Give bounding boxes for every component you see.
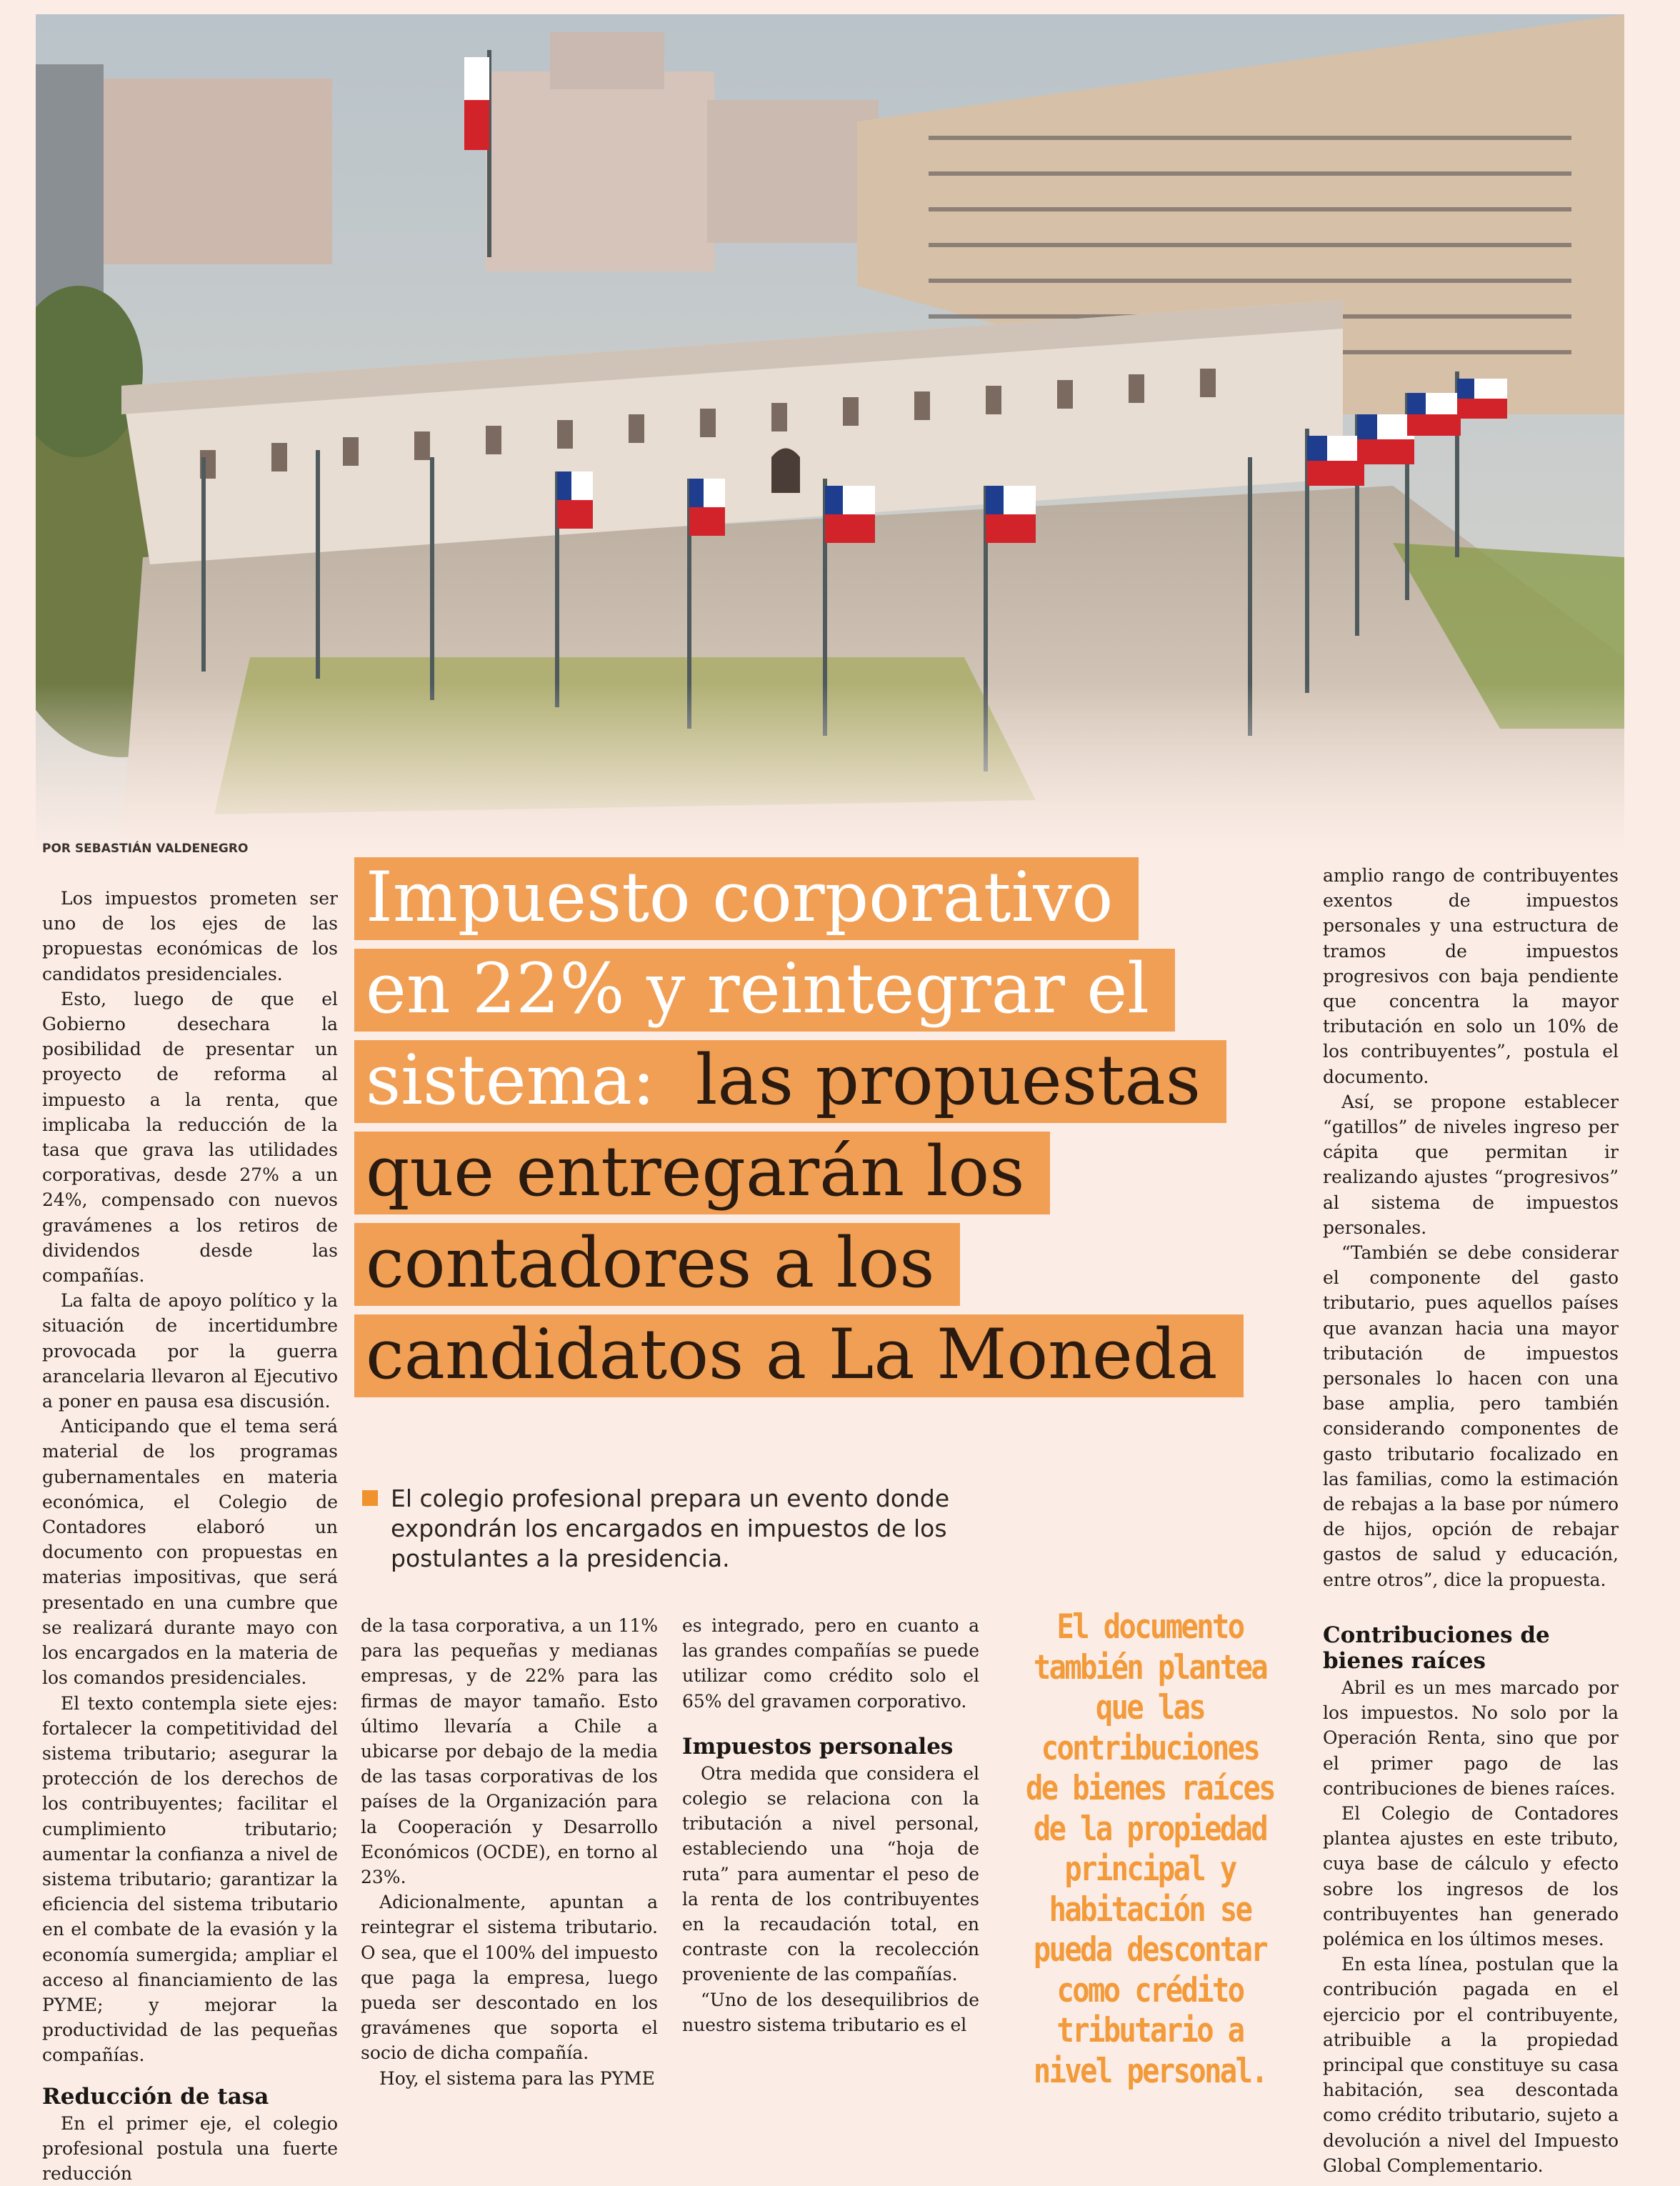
paragraph: En el primer eje, el colegio profesional postula una fuerte reducción (42, 2112, 338, 2184)
pull-quote: El documento también plantea que las contribuciones de bienes raíces de la propiedad principal y habitación se pueda descontar como crédito tributario a nivel personal. (1025, 1607, 1275, 2091)
paragraph: El texto contempla siete ejes: fortalecer la competitividad del sistema tributario; asegurar la protección de los derechos de los contribuyentes; facilitar el cumplimiento tributario; aumentar la confianza a nivel de sistema tributario; garantizar la eficiencia del sistema tributario en el combate de la evasión y la economía sumergida; ampliar el acceso al financiamiento de las PYME; y mejorar la productividad de las pequeñas compañías. (42, 1692, 338, 2066)
bullet-square-icon (362, 1490, 378, 1506)
paragraph: El Colegio de Contadores plantea ajustes en este tributo, cuya base de cálculo y efecto sobre los ingresos de los contribuyentes han generado polémica en los últimos meses. (1323, 1802, 1619, 1950)
article-column-2 (361, 1613, 658, 2091)
section-heading: Impuestos personales (682, 1733, 954, 1760)
paragraph: “Uno de los desequilibrios de nuestro sistema tributario es el (682, 1989, 979, 2035)
paragraph: de la tasa corporativa, a un 11% para las pequeñas y medianas empresas, y de 22% para las firmas de mayor tamaño. Esto último llevaría a Chile a ubicarse por debajo de la media de las tasas corporativas de los países de la Organización para la Cooperación y Desarrollo Económicos (OCDE), en torno al 23%. (361, 1615, 658, 1888)
article-column-4 (1323, 863, 1619, 2178)
paragraph: “También se debe considerar el componente del gasto tributario, pues aquellos países que avanzan hacia una mayor tributación de impuestos personales lo hacen con una base amplia, pero también considerando componentes de gasto tributario focalizado en las familias, como la estimación de rebajas a la base por número de hijos, opción de rebajar gastos de salud y educación, entre otros”, dice la propuesta. (1323, 1242, 1619, 1590)
paragraph: Esto, luego de que el Gobierno desechara la posibilidad de presentar un proyecto de reforma al impuesto a la renta, que implicaba la reducción de la tasa que grava las utilidades corporativas, desde 27% a un 24%, compensado con nuevos gravámenes a los retiros de dividendos desde las compañías. (42, 988, 338, 1287)
headline-line-1: Impuesto corporativo (354, 852, 1297, 943)
article-column-1 (42, 886, 338, 2186)
subheadline-text: El colegio profesional prepara un evento donde expondrán los encargados en impuestos de los postulantes a la presidencia. (391, 1484, 950, 1572)
paragraph: Otra medida que considera el colegio se relaciona con la tributación a nivel personal, estableciendo una “hoja de ruta” para aumentar el peso de la renta de los contribuyentes en la recaudación total, en contraste con la recolección proveniente de las compañías. (682, 1762, 979, 1985)
section-heading: Reducción de tasa (42, 2083, 269, 2110)
paragraph: es integrado, pero en cuanto a las grandes compañías se puede utilizar como crédito solo el 65% del gravamen corporativo. (682, 1615, 979, 1712)
headline-line-4: que entregarán los (354, 1126, 1297, 1217)
hero-photo (36, 14, 1624, 850)
headline-line-5: contadores a los (354, 1217, 1297, 1309)
paragraph: Los impuestos prometen ser uno de los ejes de las propuestas económicas de los candidatos presidenciales. (42, 888, 338, 984)
paragraph: amplio rango de contribuyentes exentos de impuestos personales y una estructura de tramos de impuestos progresivos con baja pendiente que concentra la mayor tributación en solo un 10% de los contribuyentes”, postula el documento. (1323, 865, 1619, 1087)
headline (354, 852, 1297, 1400)
paragraph: En esta línea, postulan que la contribución pagada en el ejercicio por el contribuyente, atribuible a la propiedad principal que constituye su casa habitación, sea descontada como crédito tributario, sujeto a devolución a nivel del Impuesto Global Complementario. (1323, 1954, 1619, 2176)
paragraph: Adicionalmente, apuntan a reintegrar el sistema tributario. O sea, que el 100% del impuesto que paga la empresa, luego pueda ser descontado en los gravámenes que soporta el socio de dicha compañía. (361, 1892, 658, 2064)
headline-line-6: candidatos a La Moneda (354, 1309, 1297, 1400)
paragraph: La falta de apoyo político y la situación de incertidumbre provocada por la guerra arancelaria llevaron al Ejecutivo a poner en pausa esa discusión. (42, 1290, 338, 1412)
paragraph: Así, se propone establecer “gatillos” de niveles ingreso per cápita que permitan ir realizando ajustes “progresivos” al sistema de impuestos personales. (1323, 1091, 1619, 1238)
paragraph: Anticipando que el tema será material de los programas gubernamentales en materia económica, el Colegio de Contadores elaboró un documento con propuestas en materias impositivas, que será presentado en una cumbre que se realizará durante mayo con los encargados en la materia de los comandos presidenciales. (42, 1416, 338, 1689)
article-column-3 (682, 1613, 979, 2037)
paragraph: Hoy, el sistema para las PYME (379, 2067, 655, 2089)
byline: POR SEBASTIÁN VALDENEGRO (42, 842, 249, 856)
headline-line-2: en 22% y reintegrar el (354, 943, 1297, 1034)
section-heading: Contribuciones de bienes raíces (1323, 1622, 1550, 1674)
headline-line-3: sistema: las propuestas (354, 1034, 1297, 1126)
paragraph: Abril es un mes marcado por los impuestos. No solo por la Operación Renta, sino que por el primer pago de las contribuciones de bienes raíces. (1323, 1677, 1619, 1799)
subheadline-bullet (361, 1484, 1034, 1574)
